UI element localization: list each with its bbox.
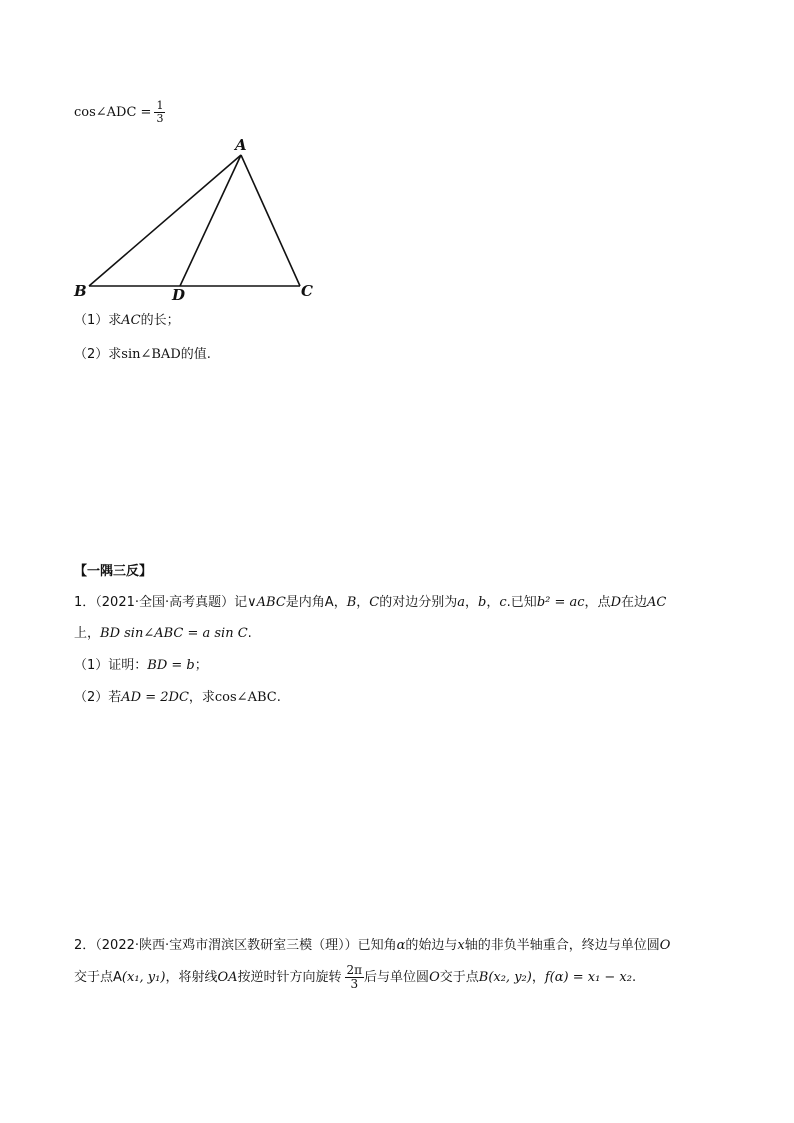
q1-part1-prefix: （1）证明：	[74, 658, 148, 673]
q1-eq2: BD sin∠ABC = a sin C	[100, 626, 248, 641]
q1-part2-mid: ，求	[188, 690, 215, 705]
segment-ab	[89, 155, 241, 286]
q1-line2-suffix: .	[247, 626, 252, 641]
q2-rot-num: 2π	[346, 963, 363, 977]
q2-alpha: α	[396, 938, 406, 953]
q1-sep2: ，	[356, 595, 370, 610]
part2-suffix: 的值.	[180, 347, 211, 362]
triangle-figure	[0, 0, 794, 320]
q1-angle-b: B	[346, 595, 357, 610]
q2-func: f(α) = x₁ − x₂	[544, 970, 632, 985]
q2-text-2f: ，	[531, 970, 545, 985]
q2-text-c: 轴的非负半轴重合，终边与单位圆	[464, 938, 660, 953]
part1-suffix: 的长；	[140, 313, 180, 328]
segment-ad	[180, 155, 241, 286]
q2-point-b: B	[478, 970, 489, 985]
q2-text-2d: 后与单位圆	[364, 970, 430, 985]
q1-angle-a: A	[324, 595, 334, 610]
q1-part1-eq: BD = b	[147, 658, 195, 673]
segment-ac	[241, 155, 300, 286]
given-numerator: 1	[156, 99, 164, 112]
q1-part1-suffix: ；	[194, 658, 208, 673]
q1-part2-suffix: .	[276, 690, 281, 705]
q1-part2-expr: cos∠ABC	[214, 690, 277, 705]
q1-point-d: D	[610, 595, 621, 610]
q1-side-a: a	[457, 595, 466, 610]
q1-sep4: ，	[486, 595, 500, 610]
part-2	[74, 343, 211, 362]
q1-part2-prefix: （2）若	[74, 690, 122, 705]
section-title: 【一隅三反】	[74, 564, 153, 579]
given-cos-lhs: cos∠ADC =	[74, 105, 152, 120]
q1-part2-eq: AD = 2DC	[121, 690, 189, 705]
q2-coord-b: (x₂, y₂)	[488, 970, 532, 985]
q1-source: 1．（2021·全国·高考真题）记	[74, 595, 248, 610]
part1-var: AC	[121, 313, 141, 328]
q2-o: O	[659, 938, 671, 953]
q2-text-b: 的始边与	[405, 938, 458, 953]
q1-sep3: ，	[465, 595, 479, 610]
q1-triangle: ∨ABC	[247, 595, 286, 610]
q2-o2: O	[429, 970, 440, 985]
part-1	[74, 309, 180, 328]
q2-line1	[74, 934, 670, 953]
q2-line2	[74, 964, 636, 991]
part2-expr: sin∠BAD	[121, 347, 181, 362]
q2-coord-a: (x₁, y₁)	[121, 970, 166, 985]
q2-text-2a: 交于点	[74, 970, 114, 985]
q2-ray: OA	[217, 970, 238, 985]
q1-text-c: 的对边分别为	[379, 595, 458, 610]
label-d: D	[172, 286, 186, 304]
q2-source: 2．（2022·陕西·宝鸡市渭滨区教研室三模（理））已知角	[74, 938, 397, 953]
q1-side-b: b	[478, 595, 487, 610]
q1-text-f: 在边	[621, 595, 648, 610]
q1-text-e: ，点	[584, 595, 611, 610]
q1-angle-c: C	[369, 595, 380, 610]
q2-text-2g: .	[631, 970, 637, 985]
q1-line2-prefix: 上，	[74, 626, 101, 641]
part1-prefix: （1）求	[74, 313, 122, 328]
q1-sep1: ，	[333, 595, 347, 610]
q1-eq1: b² = ac	[536, 595, 585, 610]
q2-text-2c: 按逆时针方向旋转	[237, 970, 342, 985]
given-denominator: 3	[156, 112, 164, 125]
q2-rot-den: 3	[350, 977, 359, 991]
q2-rotation-fraction	[345, 964, 365, 991]
q1-part2	[74, 686, 281, 705]
label-a: A	[235, 136, 247, 154]
label-b: B	[74, 282, 87, 300]
part2-prefix: （2）求	[74, 347, 122, 362]
q1-line1	[74, 591, 666, 610]
q2-text-2e: 交于点	[439, 970, 479, 985]
q1-side-c: c	[499, 595, 507, 610]
q1-text-b: 是内角	[285, 595, 325, 610]
label-c: C	[301, 282, 313, 300]
q2-point-a: A	[113, 970, 122, 985]
q1-part1	[74, 654, 208, 673]
q2-x: x	[457, 938, 465, 953]
q1-line2	[74, 622, 252, 641]
q1-edge: AC	[647, 595, 667, 610]
q2-text-2b: ，将射线	[165, 970, 218, 985]
q1-text-d: .已知	[506, 595, 537, 610]
